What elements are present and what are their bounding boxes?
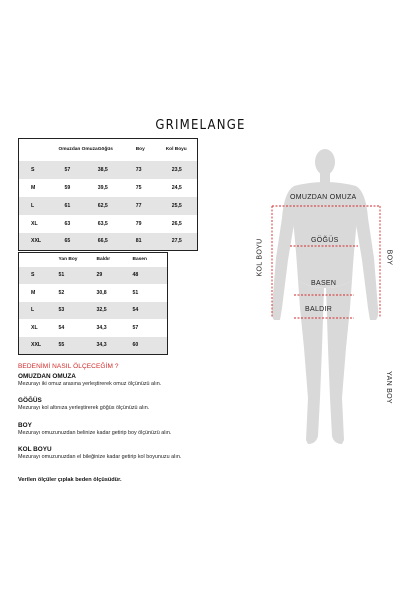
value-cell: 62,5 bbox=[98, 197, 136, 215]
table-header-cell bbox=[19, 139, 59, 161]
value-cell: 23,5 bbox=[166, 161, 198, 179]
guide-text-sleeve: Mezurayı omuzunuzdan el bileğinize kadar getirip kol boyunuzu alın. bbox=[18, 454, 182, 460]
table-row bbox=[19, 267, 168, 285]
neck-shape bbox=[320, 173, 330, 183]
value-cell: 34,3 bbox=[96, 324, 107, 331]
value-cell: 73 bbox=[136, 161, 166, 179]
value-cell: 29 bbox=[97, 267, 133, 285]
table-row bbox=[19, 233, 198, 251]
value-cell: 79 bbox=[135, 220, 142, 227]
value-cell: 27,5 bbox=[166, 233, 198, 251]
value-cell: 57 bbox=[59, 161, 98, 179]
guide-heading-length: BOY bbox=[18, 422, 32, 429]
table-header-row bbox=[19, 253, 168, 267]
value-cell: 54 bbox=[133, 302, 168, 320]
table-row bbox=[19, 215, 198, 233]
table-row bbox=[19, 319, 168, 337]
value-cell: 63,5 bbox=[97, 220, 108, 227]
size-cell: L bbox=[19, 197, 59, 215]
size-cell: XXL bbox=[19, 337, 59, 355]
label-side-length: YAN BOY bbox=[384, 371, 392, 404]
size-cell: XL bbox=[31, 324, 38, 331]
table-header-cell: Omuzdan Omuza bbox=[58, 147, 98, 152]
value-cell: 60 bbox=[133, 337, 168, 355]
table-row bbox=[19, 197, 198, 215]
guide-title: BEDENİMİ NASIL ÖLÇECEĞİM ? bbox=[18, 363, 119, 370]
table-row bbox=[19, 284, 168, 302]
value-cell: 48 bbox=[133, 267, 168, 285]
size-table-lower bbox=[18, 252, 168, 355]
size-table-upper bbox=[18, 138, 198, 251]
value-cell: 25,5 bbox=[166, 197, 198, 215]
value-cell: 51 bbox=[59, 267, 97, 285]
value-cell: 54 bbox=[58, 324, 65, 331]
guide-text-shoulder: Mezurayı iki omuz arasına yerleştirerek omuz ölçünüzü alın. bbox=[18, 381, 162, 387]
guide-heading-chest: GÖĞÜS bbox=[18, 397, 42, 404]
table-header-cell: Baldır bbox=[96, 257, 111, 262]
table-row bbox=[19, 179, 198, 197]
label-thigh: BALDIR bbox=[305, 306, 333, 313]
table-row bbox=[19, 302, 168, 320]
table-row bbox=[19, 337, 168, 355]
table-header-cell: Göğüs bbox=[97, 147, 113, 152]
right-leg-shape bbox=[326, 280, 352, 444]
value-cell: 38,5 bbox=[98, 161, 136, 179]
size-cell: L bbox=[19, 302, 59, 320]
size-cell: XXL bbox=[19, 233, 59, 251]
guide-text-length: Mezurayı omuzunuzdan belinize kadar getirip boy ölçünüzü alın. bbox=[18, 430, 172, 436]
value-cell: 55 bbox=[59, 337, 97, 355]
value-cell: 59 bbox=[64, 184, 71, 191]
value-cell: 65 bbox=[59, 233, 98, 251]
table-header-cell bbox=[19, 253, 59, 267]
guide-heading-shoulder: OMUZDAN OMUZA bbox=[18, 373, 76, 380]
value-cell: 32,5 bbox=[97, 302, 133, 320]
value-cell: 53 bbox=[59, 302, 97, 320]
value-cell: 61 bbox=[59, 197, 98, 215]
table-header-cell: Basen bbox=[132, 257, 147, 262]
label-sleeve: KOL BOYU bbox=[256, 238, 264, 277]
size-cell: S bbox=[19, 161, 59, 179]
value-cell: 34,3 bbox=[97, 337, 133, 355]
label-chest: GÖĞÜS bbox=[311, 237, 339, 244]
table-header-row bbox=[19, 139, 198, 161]
head-shape bbox=[315, 149, 335, 175]
label-hip: BASEN bbox=[311, 280, 337, 287]
value-cell: 52 bbox=[58, 289, 65, 296]
label-shoulder: OMUZDAN OMUZA bbox=[290, 194, 357, 201]
value-cell: 39,5 bbox=[97, 184, 108, 191]
size-cell: XL bbox=[31, 220, 38, 227]
value-cell: 26,5 bbox=[171, 220, 182, 227]
left-leg-shape bbox=[298, 280, 324, 444]
brand-title: GRIMELANGE bbox=[155, 118, 246, 133]
size-cell: S bbox=[19, 267, 59, 285]
guide-text-chest: Mezurayı kol altınıza yerleştirerek göğüs ölçünüzü alın. bbox=[18, 405, 150, 411]
size-cell: M bbox=[31, 289, 36, 296]
value-cell: 75 bbox=[135, 184, 142, 191]
value-cell: 30,8 bbox=[96, 289, 107, 296]
table-row bbox=[19, 161, 198, 179]
value-cell: 66,5 bbox=[98, 233, 136, 251]
table-header-cell: Kol Boyu bbox=[165, 147, 187, 152]
label-length: BOY bbox=[385, 249, 393, 266]
table-header-cell: Boy bbox=[135, 147, 145, 152]
value-cell: 57 bbox=[132, 324, 139, 331]
table-header-cell: Yan Boy bbox=[58, 257, 78, 262]
value-cell: 81 bbox=[136, 233, 166, 251]
guide-heading-sleeve: KOL BOYU bbox=[18, 446, 52, 453]
value-cell: 77 bbox=[136, 197, 166, 215]
value-cell: 63 bbox=[64, 220, 71, 227]
body-silhouette bbox=[250, 148, 400, 448]
guide-footer-note: Verilen ölçüler çıplak beden ölçüsüdür. bbox=[18, 477, 122, 483]
size-cell: M bbox=[31, 184, 36, 191]
value-cell: 24,5 bbox=[171, 184, 182, 191]
value-cell: 51 bbox=[132, 289, 139, 296]
